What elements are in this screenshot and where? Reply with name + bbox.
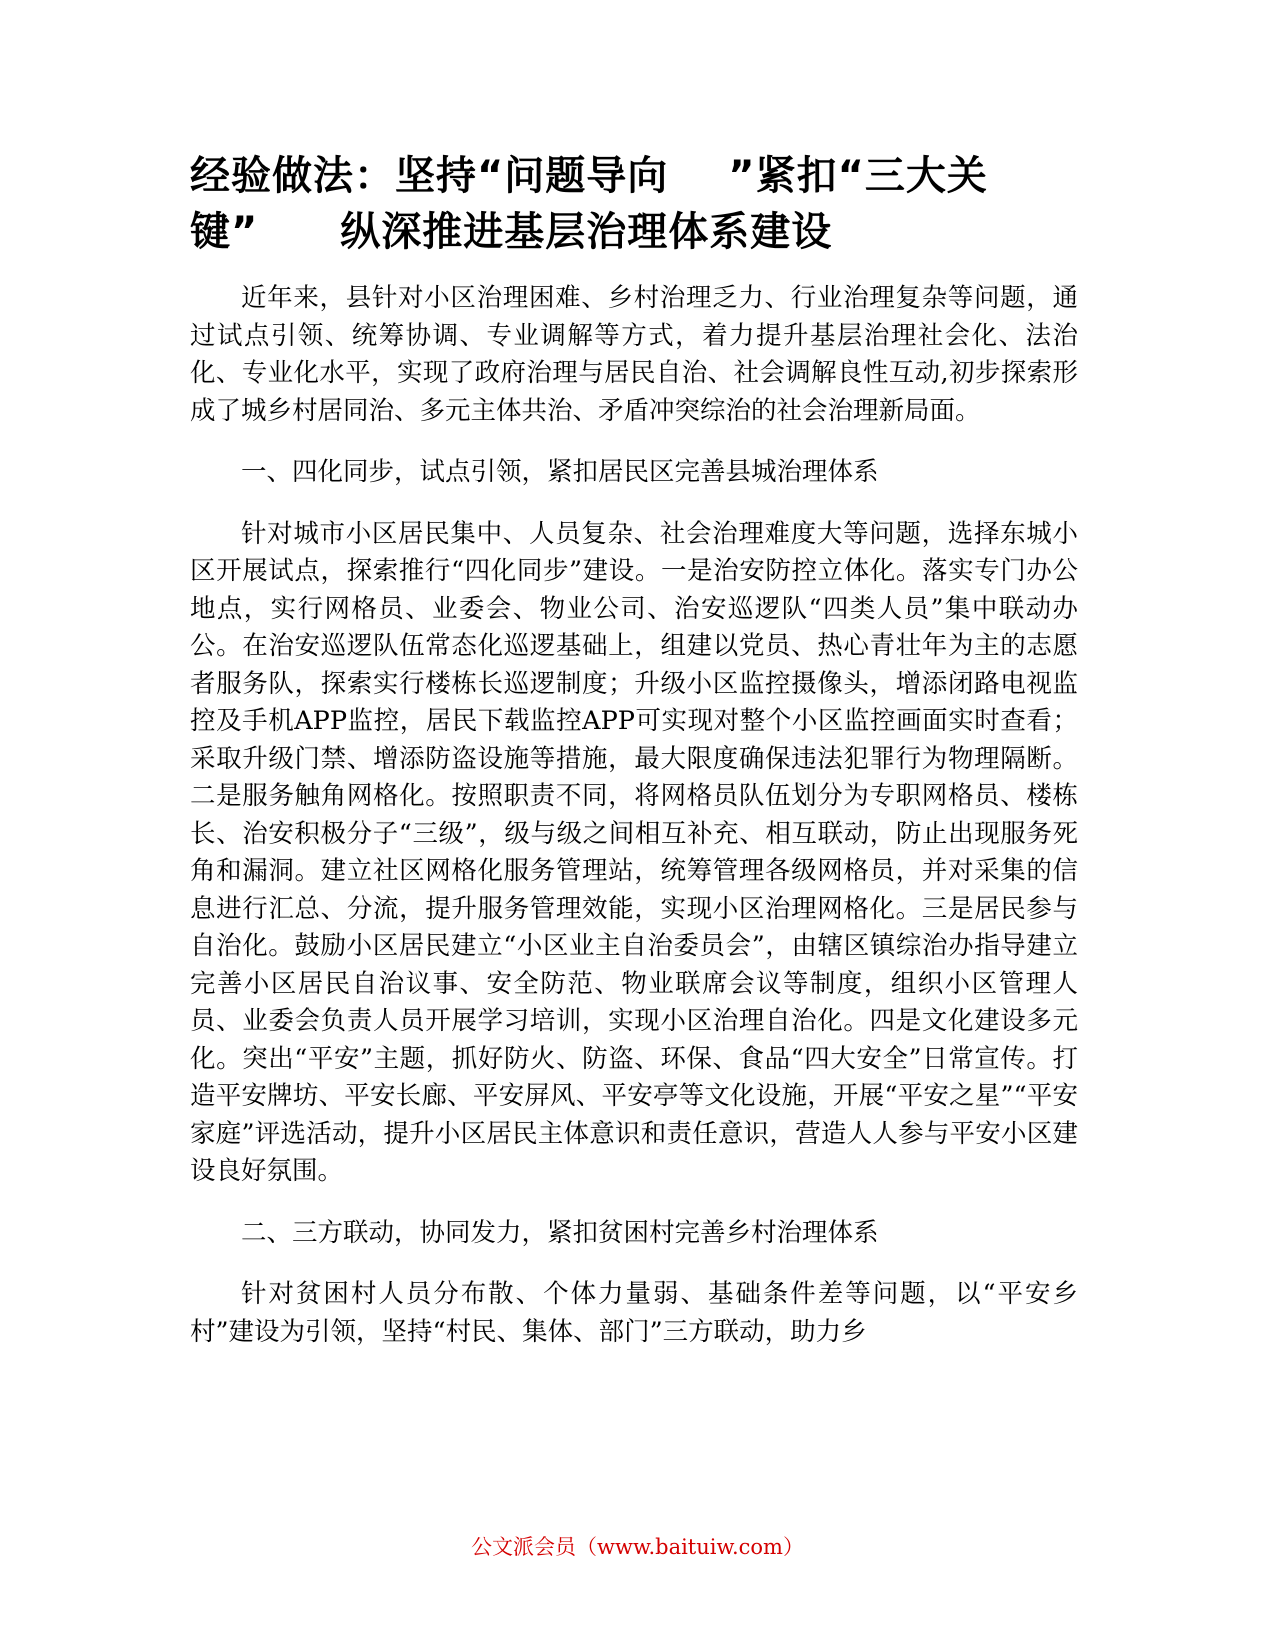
title-part-3: 键” (190, 209, 259, 255)
footer-watermark: 公文派会员（www.baituiw.com） (471, 1535, 804, 1559)
section-heading-2: 二、三方联动，协同发力，紧扣贫困村完善乡村治理体系 (241, 1217, 879, 1248)
title-part-4: 纵深推进基层治理体系建设 (340, 209, 833, 255)
section-2-paragraph: 针对贫困村人员分布散、个体力量弱、基础条件差等问题，以“平安乡村”建设为引领，坚持“村民、集体、部门”三方联动，助力乡 (190, 1279, 1078, 1347)
title-part-2: ”紧扣“三大关 (728, 153, 988, 199)
document-title (190, 148, 1090, 260)
section-heading-1: 一、四化同步，试点引领，紧扣居民区完善县城治理体系 (241, 457, 879, 487)
intro-paragraph: 近年来，县针对小区治理困难、乡村治理乏力、行业治理复杂等问题，通过试点引领、统筹协调、专业调解等方式，着力提升基层治理社会化、法治化、专业化水平，实现了政府治理与居民自治、社会调解良性互动,初步探索形成了城乡村居同治、多元主体共治、矛盾冲突综治的社会治理新局面。 (190, 283, 1078, 426)
title-part-1: 经验做法：坚持“问题导向 (190, 153, 669, 199)
document-body (190, 280, 1078, 1375)
section-1-paragraph: 针对城市小区居民集中、人员复杂、社会治理难度大等问题，选择东城小区开展试点，探索推行“四化同步”建设。一是治安防控立体化。落实专门办公地点，实行网格员、业委会、物业公司、治安巡逻队“四类人员”集中联动办公。在治安巡逻队伍常态化巡逻基础上，组建以党员、热心青壮年为主的志愿者服务队，探索实行楼栋长巡逻制度；升级小区监控摄像头，增添闭路电视监控及手机APP监控，居民下载监控APP可实现对整个小区监控画面实时查看；采取升级门禁、增添防盗设施等措施，最大限度确保违法犯罪行为物理隔断。二是服务触角网格化。按照职责不同，将网格员队伍划分为专职网格员、楼栋长、治安积极分子“三级”，级与级之间相互补充、相互联动，防止出现服务死角和漏洞。建立社区网格化服务管理站，统筹管理各级网格员，并对采集的信息进行汇总、分流，提升服务管理效能，实现小区治理网格化。三是居民参与自治化。鼓励小区居民建立“小区业主自治委员会”，由辖区镇综治办指导建立完善小区居民自治议事、安全防范、物业联席会议等制度，组织小区管理人员、业委会负责人员开展学习培训，实现小区治理自治化。四是文化建设多元化。突出“平安”主题，抓好防火、防盗、环保、食品“四大安全”日常宣传。打造平安牌坊、平安长廊、平安屏风、平安亭等文化设施，开展“平安之星”“平安家庭”评选活动，提升小区居民主体意识和责任意识，营造人人参与平安小区建设良好氛围。 (190, 518, 1078, 1186)
